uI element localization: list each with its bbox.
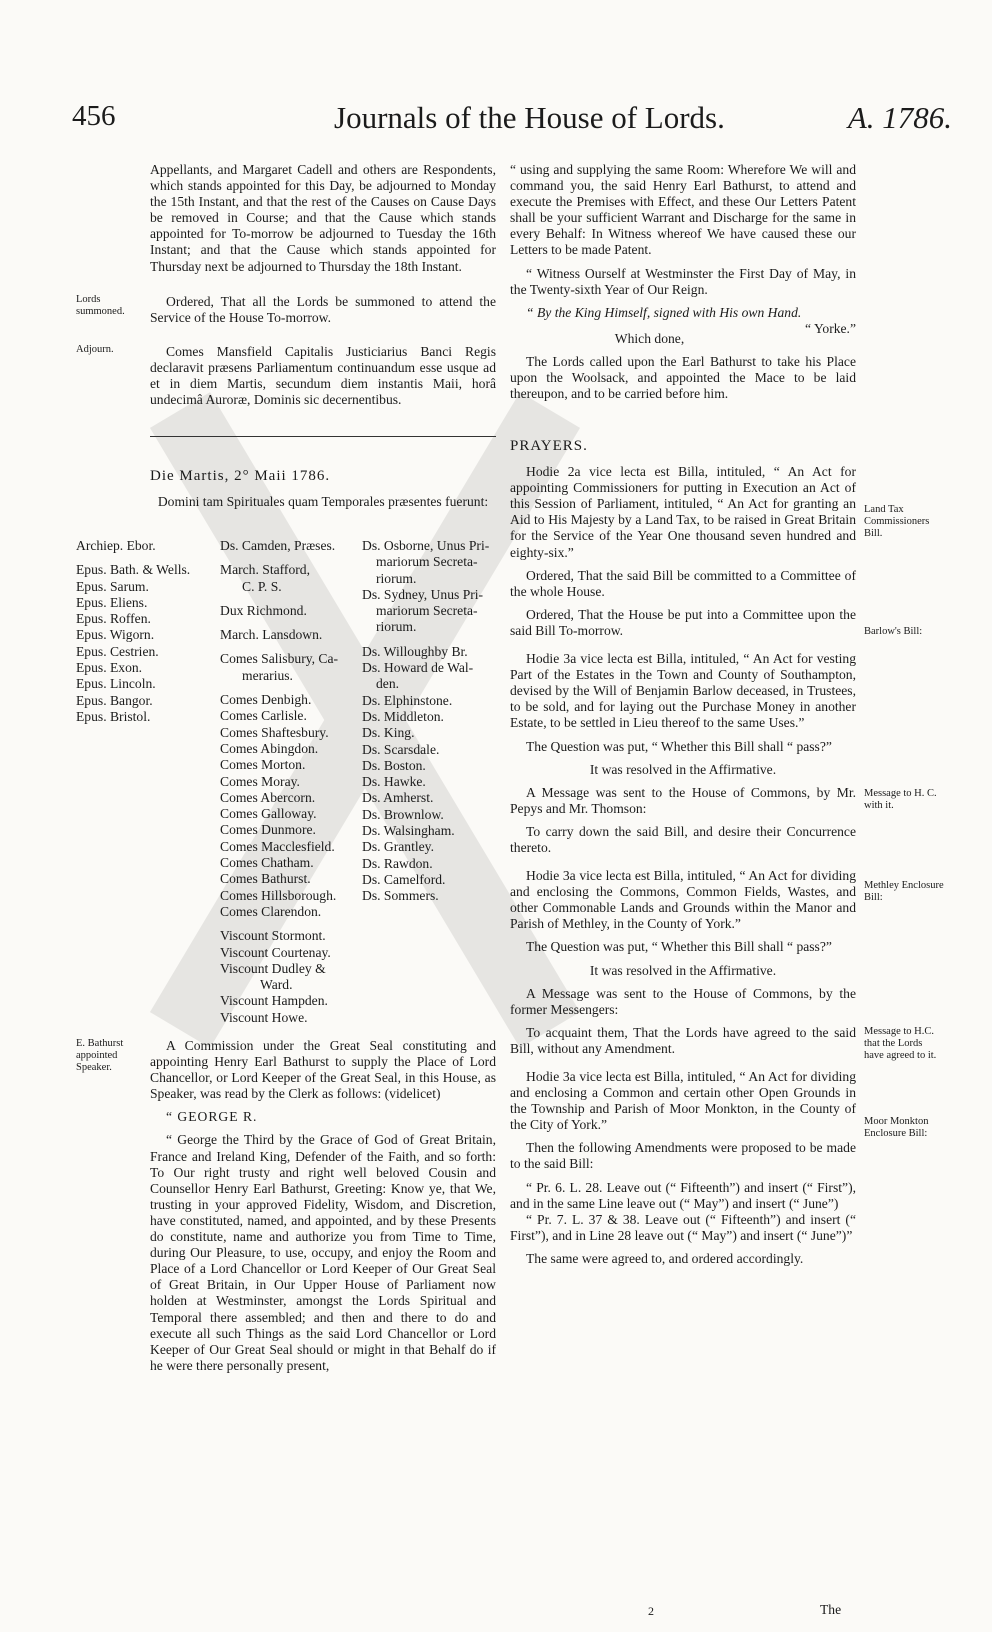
king-heading: “ GEORGE R.: [166, 1109, 258, 1125]
present-line: Domini tam Spirituales quam Temporales præsentes fuerunt:: [157, 494, 489, 510]
list-item: Comes Galloway.: [220, 806, 317, 822]
resolved-two: It was resolved in the Affirmative.: [589, 962, 777, 978]
list-item: Ds. Amherst.: [362, 790, 434, 806]
list-item: Viscount Dudley &: [220, 960, 326, 976]
attendance-bishops: [76, 538, 216, 725]
commission-section: [150, 1038, 496, 1381]
page-number: 456: [72, 100, 116, 132]
list-item: Ds. Grantley.: [362, 839, 434, 855]
signed-by-king: [510, 304, 856, 336]
list-item: [220, 684, 360, 692]
causes-text: Appellants, and Margaret Cadell and others are Respondents, which stands appointed for this Day, be adjourned to Monday the 15th Instant, and that the rest of the Causes on Cause Days be removed in Course; and that the Cause which stands appointed for To-morrow be adjourned to Tuesday the 16th Instant; and that the Cause which stands appointed for Thursday next be adjourned to Thursday the 18th Instant.: [150, 162, 496, 274]
list-item: Ds. Brownlow.: [362, 806, 444, 822]
commission-body: “ George the Third by the Grace of God of Great Britain, France and Ireland King, Defender of the Faith, and so forth: To Our right trusty and right well beloved Cousin and Counsellor Henry Earl Bathurst, Greeting: Know ye, that We, trusting in your approved Fidelity, Wisdom, and Discretion, have constituted, named, and appointed, and by these Presents do constitute, name and authorize you from Time to Time, during Our Pleasure, to use, occupy, and enjoy the Room and Place of a Lord Chancellor or Lord Keeper of Our Great Seal of Great Britain, in Our Upper House of Parliament now holden at Westminster, amongst the Lords Spiritual and Temporal there assembled; and then and there to do and execute all such Things as the said Lord Chancellor or Lord Keeper of Our Great Seal should or might in that Behalf do if he were there personally present,: [150, 1132, 496, 1373]
list-item: Epus. Cestrien.: [76, 643, 159, 659]
margin-land-tax: Land Tax Commissioners Bill.: [864, 504, 930, 539]
list-item: C. P. S.: [242, 578, 282, 594]
list-item: Ds. Walsingham.: [362, 823, 455, 839]
prayers-heading: PRAYERS.: [510, 438, 588, 454]
list-item: Epus. Bath. & Wells.: [76, 562, 191, 578]
list-item: [220, 554, 360, 562]
list-item: Ds. Camden, Præses.: [220, 538, 336, 553]
land-tax-bill: Hodie 2a vice lecta est Billa, intituled, “ An Act for appointing Commissioners for putting in Execution an Act of this Session of Parliament, intituled, “ An Act for granting an Aid to His Majesty by a Land Tax, to be raised in Great Britain for the Service of the Year One thousand seven hundred and eighty-six.”: [510, 464, 856, 560]
list-item: Comes Salisbury, Ca-: [220, 651, 339, 667]
signature-mark: 2: [648, 1604, 654, 1618]
prayers-section: [510, 438, 856, 1274]
list-item: Dux Richmond.: [220, 602, 307, 618]
list-item: Epus. Bangor.: [76, 692, 153, 708]
list-item: [220, 643, 360, 651]
list-item: Epus. Wigorn.: [76, 627, 155, 643]
list-item: Ds. King.: [362, 725, 415, 741]
list-item: Epus. Lincoln.: [76, 676, 156, 692]
year: A. 1786.: [847, 100, 952, 135]
adjourn-text: Comes Mansfield Capitalis Justiciarius Banci Regis declaravit præsens Parliamentum continuandum esse usque ad et in diem Martis, secundum diem instantis Maii, horâ undecimâ Auroræ, Dominis sic decernentibus.: [150, 344, 496, 408]
list-item: Ward.: [260, 977, 293, 993]
moor-monkton-bill: Hodie 3a vice lecta est Billa, intituled, “ An Act for dividing and enclosing a Common and certain other Open Grounds in the Township and Parish of Moor Monkton, in the County of the City of York.”: [510, 1069, 856, 1133]
section-divider: [150, 436, 496, 437]
list-item: Epus. Exon.: [76, 660, 143, 676]
page-header: [72, 100, 952, 144]
commission-intro: A Commission under the Great Seal constituting and appointing Henry Earl Bathurst to supply the Place of Lord Chancellor, or Lord Keeper of the Great Seal, in this House, as Speaker, was read by the Clerk as follows: (videlicet): [150, 1038, 496, 1102]
witness-line: “ Witness Ourself at Westminster the First Day of May, in the Twenty-sixth Year of Our Reign.: [510, 265, 856, 297]
list-item: [76, 554, 216, 562]
message-two: A Message was sent to the House of Commons, by the former Messengers:: [510, 985, 856, 1017]
list-item: Comes Morton.: [220, 757, 306, 773]
margin-barlow: Barlow's Bill:: [864, 626, 923, 637]
left-continuation: [150, 162, 496, 282]
list-item: Viscount Hampden.: [220, 993, 328, 1009]
list-item: Ds. Sydney, Unus Pri-: [362, 586, 484, 602]
list-item: Comes Denbigh.: [220, 692, 312, 708]
list-item: Comes Moray.: [220, 773, 300, 789]
letters-patent-text: “ using and supplying the same Room: Wherefore We will and command you, the said Henry Earl Bathurst, to attend and execute the Premises with Effect, and these Our Letters Patent shall be your sufficient Warrant and Discharge for the same in every Behalf: In Witness whereof We have caused these our Letters to be made Patent.: [510, 162, 856, 258]
list-item: Comes Macclesfield.: [220, 838, 335, 854]
list-item: Ds. Camelford.: [362, 871, 446, 887]
list-item: mariorum Secreta-: [376, 603, 478, 619]
amendment-two: “ Pr. 7. L. 37 & 38. Leave out (“ Fifteenth”) and insert (“ First”), and in Line 28 leave out (“ May”) and insert (“ June”)”: [510, 1211, 856, 1243]
which-done: Which done,: [614, 330, 685, 346]
carry-text: To carry down the said Bill, and desire their Concurrence thereto.: [510, 823, 856, 855]
list-item: Viscount Howe.: [220, 1009, 308, 1025]
list-item: Ds. Middleton.: [362, 708, 444, 724]
attendance-peers: [220, 538, 360, 1026]
list-item: Comes Shaftesbury.: [220, 724, 329, 740]
list-item: Viscount Courtenay.: [220, 944, 331, 960]
resolved-one: It was resolved in the Affirmative.: [589, 761, 777, 777]
list-item: Ds. Sommers.: [362, 888, 439, 904]
journal-title: Journals of the House of Lords.: [334, 100, 725, 135]
margin-message-one: Message to H. C. with it.: [864, 788, 937, 811]
message-one: A Message was sent to the House of Commons, by Mr. Pepys and Mr. Thomson:: [510, 784, 856, 816]
amendments-intro: Then the following Amendments were proposed to be made to the said Bill:: [510, 1140, 856, 1172]
list-item: [220, 920, 360, 928]
margin-message-two: Message to H.C. that the Lords have agreed to it.: [864, 1026, 937, 1061]
list-item: Epus. Sarum.: [76, 578, 149, 594]
question-two: The Question was put, “ Whether this Bill shall “ pass?”: [526, 939, 832, 955]
margin-lords-summoned: Lords summoned.: [76, 294, 125, 317]
list-item: Comes Hillsborough.: [220, 887, 337, 903]
list-item: Comes Chatham.: [220, 855, 314, 871]
list-item: Epus. Bristol.: [76, 708, 151, 724]
committee-order: Ordered, That the House be put into a Committee upon the said Bill To-morrow.: [510, 606, 856, 638]
right-continuation: [510, 162, 856, 409]
methley-bill: Hodie 3a vice lecta est Billa, intituled, “ An Act for dividing and enclosing the Commons, Common Fields, Wastes, and other Commonable Lands and Grounds within the Manor and Parish of Methley, in the County of York.”: [510, 868, 856, 932]
yorke-signature: “ Yorke.”: [805, 320, 856, 336]
list-item: Comes Clarendon.: [220, 903, 322, 919]
list-item: Ds. Elphinstone.: [362, 692, 453, 708]
list-item: Ds. Scarsdale.: [362, 741, 440, 757]
acquaint-text: To acquaint them, That the Lords have agreed to the said Bill, without any Amendment.: [510, 1024, 856, 1056]
question-one: The Question was put, “ Whether this Bill shall “ pass?”: [526, 738, 832, 754]
list-item: Comes Bathurst.: [220, 871, 311, 887]
attendance-barons: [362, 538, 500, 905]
list-item: den.: [376, 676, 400, 692]
list-item: Epus. Roffen.: [76, 611, 151, 627]
list-item: Comes Abercorn.: [220, 789, 316, 805]
margin-bathurst-speaker: E. Bathurst appointed Speaker.: [76, 1038, 124, 1073]
summoned-text: Ordered, That all the Lords be summoned to attend the Service of the House To-morrow.: [150, 294, 496, 326]
session-date: Die Martis, 2° Maii 1786.: [150, 468, 331, 484]
barlow-bill: Hodie 3a vice lecta est Billa, intituled, “ An Act for vesting Part of the Estates in the Town and County of Southampton, devised by the Will of Benjamin Barlow deceased, in Trustees, to be sold, and for laying out the Purchase Money in another Estate, to be settled in Lieu thereof to the same Uses.”: [510, 651, 856, 731]
list-item: merarius.: [242, 667, 293, 683]
margin-methley: Methley Enclosure Bill:: [864, 880, 944, 903]
woolsack-text: The Lords called upon the Earl Bathurst to take his Place upon the Woolsack, and appointed the Mace to be laid thereupon, and to be carried before him.: [510, 353, 856, 402]
agreed-text: The same were agreed to, and ordered accordingly.: [526, 1250, 804, 1266]
date-heading: [150, 468, 496, 510]
committed-order: Ordered, That the said Bill be committed to a Committee of the whole House.: [510, 567, 856, 599]
list-item: riorum.: [376, 619, 417, 635]
list-item: Ds. Osborne, Unus Pri-: [362, 538, 490, 553]
list-item: Comes Dunmore.: [220, 822, 316, 838]
list-item: Viscount Stormont.: [220, 928, 326, 944]
list-item: March. Stafford,: [220, 562, 310, 578]
margin-moor-monkton: Moor Monkton Enclosure Bill:: [864, 1116, 929, 1139]
list-item: Ds. Hawke.: [362, 774, 426, 790]
list-item: mariorum Secreta-: [376, 554, 478, 570]
list-item: Comes Abingdon.: [220, 740, 319, 756]
list-item: [220, 595, 360, 603]
by-king-text: “ By the King Himself, signed with His own Hand.: [526, 304, 802, 320]
list-item: Epus. Eliens.: [76, 594, 148, 610]
list-item: Archiep. Ebor.: [76, 538, 156, 553]
list-item: [220, 619, 360, 627]
list-item: Comes Carlisle.: [220, 708, 307, 724]
amendment-one: “ Pr. 6. L. 28. Leave out (“ Fifteenth”) and insert (“ First”), and in the same Line leave out (“ May”) and insert (“ June”): [510, 1179, 856, 1211]
list-item: Ds. Willoughby Br.: [362, 643, 468, 659]
catchword: The: [820, 1602, 842, 1617]
list-item: riorum.: [376, 570, 417, 586]
list-item: Ds. Boston.: [362, 757, 426, 773]
list-item: Ds. Rawdon.: [362, 855, 433, 871]
list-item: [362, 636, 500, 644]
margin-adjourn: Adjourn.: [76, 344, 114, 355]
list-item: March. Lansdown.: [220, 627, 323, 643]
list-item: Ds. Howard de Wal-: [362, 660, 474, 676]
